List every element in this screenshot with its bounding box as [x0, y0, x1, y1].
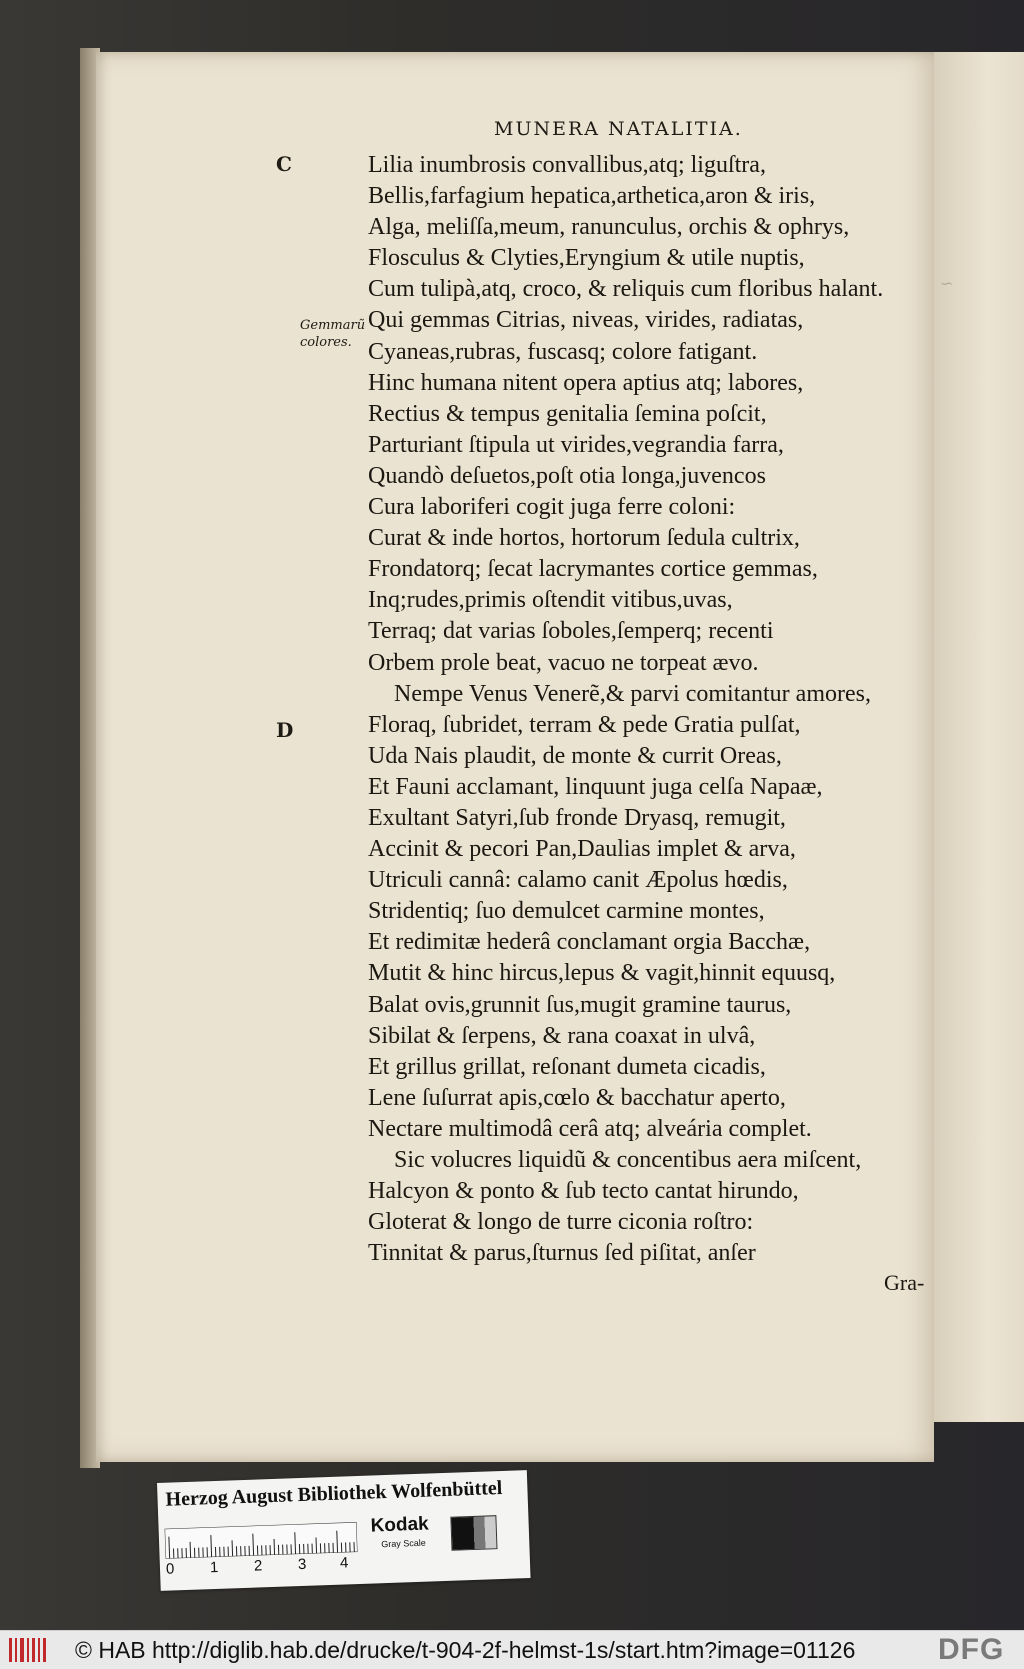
verse-line: Exultant Satyri,ſub fronde Dryasq, remugit, [368, 803, 928, 834]
footer-bar [0, 1630, 1024, 1669]
library-label [157, 1470, 531, 1591]
catchword: Gra- [884, 1270, 924, 1296]
ruler-number: 0 [166, 1560, 175, 1577]
gray-scale-patch [450, 1515, 497, 1551]
ruler-number: 1 [210, 1559, 219, 1576]
running-head: MUNERA NATALITIA. [494, 118, 743, 140]
kodak-brand: Kodak [370, 1514, 429, 1538]
facing-page-edge [934, 52, 1024, 1422]
margin-note-line: Gemmarũ [300, 317, 370, 334]
verse-line: Flosculus & Clyties,Eryngium & utile nuptis, [368, 243, 928, 274]
verse-line: Orbem prole beat, vacuo ne torpeat ævo. [368, 648, 928, 679]
verse-line: Et grillus grillat, reſonant dumeta cicadis, [368, 1052, 928, 1083]
verse-line: Rectius & tempus genitalia ſemina poſcit, [368, 399, 928, 430]
verse-line: Alga, meliſſa,meum, ranunculus, orchis & ophrys, [368, 212, 928, 243]
verse-line: Mutit & hinc hircus,lepus & vagit,hinnit equusq, [368, 958, 928, 989]
verse-line: Frondatorq; ſecat lacrymantes cortice gemmas, [368, 554, 928, 585]
dfg-logo: DFG [938, 1633, 1004, 1667]
verse-line: Stridentiq; ſuo demulcet carmine montes, [368, 896, 928, 927]
verse-line: Nempe Venus Venerẽ,& parvi comitantur amores, [368, 679, 928, 710]
label-title: Herzog August Bibliothek Wolfenbüttel [165, 1477, 502, 1512]
bleed-through: ~ [940, 274, 953, 293]
verse-line: Bellis,farfagium hepatica,arthetica,aron & iris, [368, 181, 928, 212]
section-letter-c: C [276, 152, 292, 176]
verse-line: Halcyon & ponto & ſub tecto cantat hirundo, [368, 1176, 928, 1207]
verse-line: Cyaneas,rubras, fuscasq; colore fatigant. [368, 337, 928, 368]
verse-line: Lilia inumbrosis convallibus,atq; liguſtra, [368, 150, 928, 181]
verse-line: Sibilat & ſerpens, & rana coaxat in ulvâ, [368, 1021, 928, 1052]
verse-line: Quandò deſuetos,poſt otia longa,juvencos [368, 461, 928, 492]
verse-line: Lene ſuſurrat apis,cœlo & bacchatur aperto, [368, 1083, 928, 1114]
verse-block [368, 150, 928, 1269]
barcode-icon [8, 1635, 48, 1665]
verse-line: Gloterat & longo de turre ciconia roſtro: [368, 1207, 928, 1238]
ruler-number: 4 [340, 1554, 349, 1571]
verse-line: Utriculi cannâ: calamo canit Æpolus hœdis, [368, 865, 928, 896]
verse-line: Qui gemmas Citrias, niveas, virides, radiatas, [368, 305, 928, 336]
verse-line: Hinc humana nitent opera aptius atq; labores, [368, 368, 928, 399]
section-letter-d: D [276, 718, 293, 742]
verse-line: Balat ovis,grunnit ſus,mugit gramine taurus, [368, 990, 928, 1021]
footer-url[interactable]: © HAB http://diglib.hab.de/drucke/t-904-2f-helmst-1s/start.htm?image=01126 [75, 1637, 855, 1664]
ruler-number: 2 [254, 1557, 263, 1574]
verse-line: Accinit & pecori Pan,Daulias implet & arva, [368, 834, 928, 865]
ruler-number: 3 [298, 1556, 307, 1573]
margin-note-line: colores. [300, 334, 370, 351]
verse-line: Uda Nais plaudit, de monte & currit Oreas, [368, 741, 928, 772]
verse-line: Tinnitat & parus,ſturnus ſed piſitat, anſer [368, 1238, 928, 1269]
verse-line: Parturiant ſtipula ut virides,vegrandia farra, [368, 430, 928, 461]
verse-line: Inq;rudes,primis oſtendit vitibus,uvas, [368, 585, 928, 616]
verse-line: Et redimitæ hederâ conclamant orgia Bacchæ, [368, 927, 928, 958]
verse-line: Nectare multimodâ cerâ atq; alveária complet. [368, 1114, 928, 1145]
verse-line: Cum tulipà,atq, croco, & reliquis cum floribus halant. [368, 274, 928, 305]
verse-line: Cura laboriferi cogit juga ferre coloni: [368, 492, 928, 523]
gray-scale-label: Gray Scale [381, 1538, 426, 1550]
verse-line: Floraq, ſubridet, terram & pede Gratia pulſat, [368, 710, 928, 741]
verse-line: Curat & inde hortos, hortorum ſedula cultrix, [368, 523, 928, 554]
verse-line: Terraq; dat varias ſoboles,ſemperq; recenti [368, 616, 928, 647]
verse-line: Sic volucres liquidũ & concentibus aera miſcent, [368, 1145, 928, 1176]
margin-note [300, 317, 370, 351]
verse-line: Et Fauni acclamant, linquunt juga celſa Napaæ, [368, 772, 928, 803]
ruler [165, 1522, 358, 1559]
